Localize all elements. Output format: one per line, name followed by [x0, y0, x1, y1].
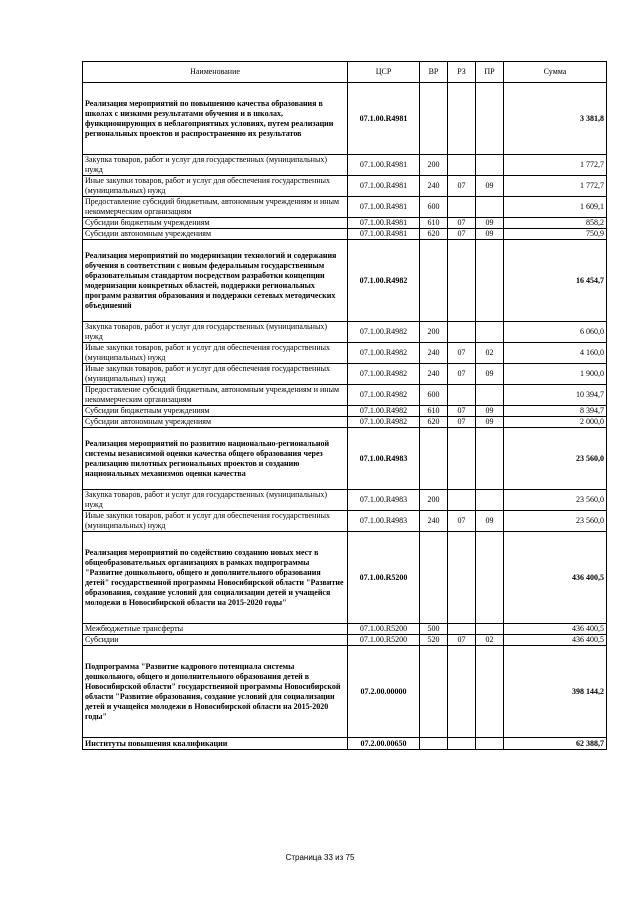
table-row: [83, 532, 607, 624]
cell-vr: [420, 428, 448, 490]
cell-pr: [476, 322, 504, 343]
cell-pr: [476, 738, 504, 750]
table-row: [83, 240, 607, 322]
cell-name: Реализация мероприятий по модернизации технологий и содержания обучения в соответствии с новым федеральным государственным образовательным стандартом посредством разработки концепции модернизации конкретных областей, поддержки региональных программ развития образования и поддержки сетевых методических объединений: [83, 240, 348, 322]
cell-rz: [448, 532, 476, 624]
table-row: [83, 646, 607, 738]
cell-name: Реализация мероприятий по развитию национально-региональной системы независимой оценки качества общего образования через реализацию пилотных региональных проектов и созданию национальных механизмов оценки качества: [83, 428, 348, 490]
cell-sum: 23 560,0: [504, 490, 607, 511]
cell-csr: 07.1.00.R4982: [348, 240, 420, 322]
cell-csr: 07.1.00.R4982: [348, 385, 420, 406]
cell-rz: [448, 490, 476, 511]
cell-vr: 620: [420, 417, 448, 428]
cell-csr: 07.1.00.R4982: [348, 417, 420, 428]
cell-rz: [448, 385, 476, 406]
cell-csr: 07.1.00.R4982: [348, 343, 420, 364]
cell-vr: 600: [420, 385, 448, 406]
cell-name: Реализация мероприятий по содействию созданию новых мест в общеобразовательных организациях в рамках подпрограммы "Развитие дошкольного, общего и дополнительного образования детей" государственной программы Новосибирской области "Развитие образования, создание условий для социализации детей и учащейся молодежи в Новосибирской области на 2015-2020 годы": [83, 532, 348, 624]
cell-csr: 07.1.00.R5200: [348, 532, 420, 624]
cell-pr: [476, 155, 504, 176]
cell-sum: 1 772,7: [504, 155, 607, 176]
cell-sum: 6 060,0: [504, 322, 607, 343]
cell-name: Иные закупки товаров, работ и услуг для обеспечения государственных (муниципальных) нужд: [83, 176, 348, 197]
table-row: [83, 738, 607, 750]
cell-sum: 16 454,7: [504, 240, 607, 322]
cell-pr: [476, 197, 504, 218]
cell-rz: [448, 428, 476, 490]
cell-sum: 398 144,2: [504, 646, 607, 738]
table-row: [83, 176, 607, 197]
cell-vr: 610: [420, 218, 448, 229]
table-row: [83, 364, 607, 385]
cell-csr: 07.1.00.R4981: [348, 229, 420, 240]
cell-sum: 436 400,5: [504, 635, 607, 646]
cell-sum: 10 394,7: [504, 385, 607, 406]
cell-name: Закупка товаров, работ и услуг для государственных (муниципальных) нужд: [83, 155, 348, 176]
cell-rz: 07: [448, 417, 476, 428]
cell-csr: 07.1.00.R4982: [348, 406, 420, 417]
cell-sum: 858,2: [504, 218, 607, 229]
cell-csr: 07.1.00.R4981: [348, 197, 420, 218]
cell-name: Субсидии автономным учреждениям: [83, 417, 348, 428]
cell-csr: 07.1.00.R4982: [348, 322, 420, 343]
cell-pr: 09: [476, 417, 504, 428]
cell-name: Закупка товаров, работ и услуг для государственных (муниципальных) нужд: [83, 490, 348, 511]
cell-vr: 610: [420, 406, 448, 417]
cell-vr: [420, 646, 448, 738]
cell-sum: 23 560,0: [504, 511, 607, 532]
page-number: Страница 33 из 75: [285, 853, 355, 862]
header-name: Наименование: [83, 62, 348, 83]
table-row: [83, 511, 607, 532]
cell-rz: 07: [448, 511, 476, 532]
cell-vr: 240: [420, 511, 448, 532]
cell-name: Иные закупки товаров, работ и услуг для обеспечения государственных (муниципальных) нужд: [83, 511, 348, 532]
cell-rz: 07: [448, 343, 476, 364]
cell-vr: 240: [420, 176, 448, 197]
cell-sum: 4 160,0: [504, 343, 607, 364]
cell-csr: 07.2.00.00000: [348, 646, 420, 738]
cell-pr: [476, 83, 504, 155]
cell-name: Субсидии автономным учреждениям: [83, 229, 348, 240]
cell-vr: 500: [420, 624, 448, 635]
cell-csr: 07.1.00.R4981: [348, 176, 420, 197]
cell-name: Закупка товаров, работ и услуг для государственных (муниципальных) нужд: [83, 322, 348, 343]
table-row: [83, 428, 607, 490]
cell-name: Предоставление субсидий бюджетным, автономным учреждениям и иным некоммерческим организациям: [83, 385, 348, 406]
table-row: [83, 635, 607, 646]
cell-vr: 200: [420, 490, 448, 511]
cell-sum: 1 900,0: [504, 364, 607, 385]
cell-rz: 07: [448, 364, 476, 385]
cell-pr: [476, 428, 504, 490]
table-row: [83, 417, 607, 428]
cell-sum: 2 000,0: [504, 417, 607, 428]
cell-name: Субсидии: [83, 635, 348, 646]
cell-rz: [448, 197, 476, 218]
cell-rz: 07: [448, 406, 476, 417]
cell-name: Иные закупки товаров, работ и услуг для обеспечения государственных (муниципальных) нужд: [83, 364, 348, 385]
cell-pr: 09: [476, 406, 504, 417]
cell-csr: 07.1.00.R4981: [348, 155, 420, 176]
cell-sum: 1 609,1: [504, 197, 607, 218]
cell-name: Институты повышения квалификации: [83, 738, 348, 750]
cell-rz: [448, 624, 476, 635]
cell-pr: 09: [476, 218, 504, 229]
table-row: [83, 624, 607, 635]
cell-name: Реализация мероприятий по повышению качества образования в школах с низкими результатами обучения и в школах, функционирующих в неблагоприятных условиях, путем реализации региональных проектов и распространению их результатов: [83, 83, 348, 155]
cell-rz: [448, 240, 476, 322]
cell-rz: 07: [448, 176, 476, 197]
cell-pr: 02: [476, 343, 504, 364]
cell-vr: [420, 532, 448, 624]
cell-name: Предоставление субсидий бюджетным, автономным учреждениям и иным некоммерческим организациям: [83, 197, 348, 218]
table-row: [83, 155, 607, 176]
cell-rz: 07: [448, 218, 476, 229]
cell-csr: 07.1.00.R5200: [348, 624, 420, 635]
table-row: [83, 197, 607, 218]
cell-vr: [420, 738, 448, 750]
cell-sum: 436 400,5: [504, 624, 607, 635]
cell-sum: 8 394,7: [504, 406, 607, 417]
cell-pr: 09: [476, 229, 504, 240]
cell-pr: 09: [476, 176, 504, 197]
cell-vr: 240: [420, 364, 448, 385]
cell-sum: 1 772,7: [504, 176, 607, 197]
cell-csr: 07.2.00.00650: [348, 738, 420, 750]
cell-pr: [476, 532, 504, 624]
cell-name: Субсидии бюджетным учреждениям: [83, 218, 348, 229]
table-row: [83, 406, 607, 417]
cell-pr: 09: [476, 511, 504, 532]
cell-pr: 02: [476, 635, 504, 646]
cell-name: Подпрограмма "Развитие кадрового потенциала системы дошкольного, общего и дополнительного образования детей в Новосибирской области" государственной программы Новосибирской области "Развитие образования, создание условий для социализации детей и учащейся молодежи в Новосибирской области на 2015-2020 годы": [83, 646, 348, 738]
table-row: [83, 385, 607, 406]
cell-vr: 600: [420, 197, 448, 218]
cell-rz: [448, 322, 476, 343]
cell-vr: 620: [420, 229, 448, 240]
table-row: [83, 490, 607, 511]
table-row: [83, 343, 607, 364]
table-row: [83, 83, 607, 155]
table-row: [83, 229, 607, 240]
cell-vr: [420, 83, 448, 155]
cell-sum: 62 388,7: [504, 738, 607, 750]
cell-csr: 07.1.00.R4981: [348, 218, 420, 229]
cell-csr: 07.1.00.R4983: [348, 428, 420, 490]
cell-rz: [448, 738, 476, 750]
cell-pr: [476, 646, 504, 738]
cell-pr: 09: [476, 364, 504, 385]
cell-pr: [476, 385, 504, 406]
cell-rz: 07: [448, 635, 476, 646]
cell-vr: 520: [420, 635, 448, 646]
cell-csr: 07.1.00.R5200: [348, 635, 420, 646]
cell-pr: [476, 624, 504, 635]
cell-csr: 07.1.00.R4983: [348, 490, 420, 511]
cell-vr: 240: [420, 343, 448, 364]
cell-sum: 750,9: [504, 229, 607, 240]
cell-rz: [448, 646, 476, 738]
header-csr: ЦСР: [348, 62, 420, 83]
cell-vr: [420, 240, 448, 322]
cell-csr: 07.1.00.R4983: [348, 511, 420, 532]
header-pr: ПР: [476, 62, 504, 83]
cell-name: Иные закупки товаров, работ и услуг для обеспечения государственных (муниципальных) нужд: [83, 343, 348, 364]
cell-sum: 3 381,8: [504, 83, 607, 155]
cell-rz: [448, 155, 476, 176]
cell-name: Субсидии бюджетным учреждениям: [83, 406, 348, 417]
table-row: [83, 218, 607, 229]
cell-rz: 07: [448, 229, 476, 240]
cell-name: Межбюджетные трансферты: [83, 624, 348, 635]
header-sum: Сумма: [504, 62, 607, 83]
cell-sum: 436 400,5: [504, 532, 607, 624]
cell-pr: [476, 240, 504, 322]
cell-vr: 200: [420, 322, 448, 343]
header-vr: ВР: [420, 62, 448, 83]
cell-rz: [448, 83, 476, 155]
budget-table: [82, 61, 607, 750]
table-row: [83, 322, 607, 343]
table-body: [83, 83, 607, 750]
cell-csr: 07.1.00.R4982: [348, 364, 420, 385]
cell-sum: 23 560,0: [504, 428, 607, 490]
table-header-row: [83, 62, 607, 83]
header-rz: РЗ: [448, 62, 476, 83]
cell-vr: 200: [420, 155, 448, 176]
cell-csr: 07.1.00.R4981: [348, 83, 420, 155]
cell-pr: [476, 490, 504, 511]
